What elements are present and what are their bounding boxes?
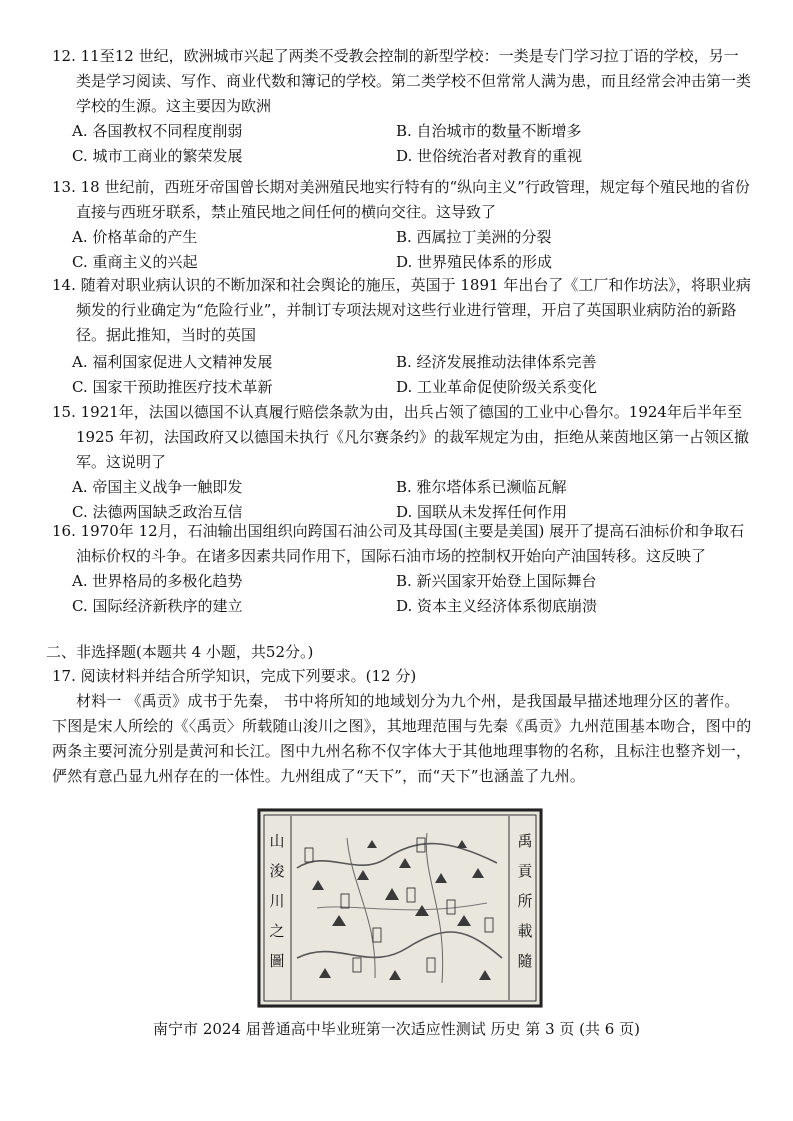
map-title-left-char: 川 (269, 892, 285, 910)
question-17-heading: 17. 阅读材料并结合所学知识，完成下列要求。(12 分) (52, 667, 417, 685)
map-title-right-char: 載 (517, 922, 533, 940)
question-stem: 16. 1970年 12月，石油输出国组织向跨国石油公司及其母国(主要是美国) 展开了提高石油标价和争取石油标价权的斗争。在诸多因素共同作用下，国际石油市场的控制权开始向产油国转移。这反映了 (52, 522, 745, 565)
options-grid (72, 350, 752, 400)
section-heading: 二、非选择题(本题共 4 小题，共52分。) (46, 643, 314, 661)
option-d: D. 国联从未发挥任何作用 (396, 503, 568, 521)
historical-map-image (257, 808, 543, 1008)
question-stem: 15. 1921年，法国以德国不认真履行赔偿条款为由，出兵占领了德国的工业中心鲁尔。1924年后半年至 1925 年初，法国政府又以德国未执行《凡尔赛条约》的裁军规定为由，拒绝从莱茵地区第一占领区撤军。这说明了 (52, 403, 749, 471)
map-title-right-char: 貢 (517, 862, 533, 880)
map-title-left-char: 山 (269, 832, 285, 850)
options-grid (72, 475, 752, 525)
option-c: C. 重商主义的兴起 (72, 253, 198, 271)
question-16 (52, 519, 752, 619)
options-grid (72, 119, 752, 169)
option-a: A. 世界格局的多极化趋势 (72, 572, 243, 590)
question-stem: 13. 18 世纪前，西班牙帝国曾长期对美洲殖民地实行特有的“纵向主义”行政管理，规定每个殖民地的省份直接与西班牙联系，禁止殖民地之间任何的横向交往。这导致了 (52, 178, 750, 221)
material-paragraph: 材料一 《禹贡》成书于先秦， 书中将所知的地域划分为九个州，是我国最早描述地理分区的著作。下图是宋人所绘的《〈禹贡〉所载随山浚川之图》，其地理范围与先秦《禹贡》九州范围基本吻合，图中的两条主要河流分别是黄河和长江。图中九州名称不仅字体大于其他地理事物的名称，且标注也整齐划一，俨然有意凸显九州存在的一体性。九州组成了“天下”，而“天下”也涵盖了九州。 (52, 692, 752, 785)
question-13 (52, 175, 752, 275)
option-a: A. 福利国家促进人文精神发展 (72, 353, 273, 371)
option-b: B. 雅尔塔体系已濒临瓦解 (396, 478, 567, 496)
question-14 (52, 273, 752, 400)
question-stem: 12. 11至12 世纪，欧洲城市兴起了两类不受教会控制的新型学校：一类是专门学习拉丁语的学校，另一类是学习阅读、写作、商业代数和簿记的学校。第二类学校不但常常人满为患，而且经常会冲击第一类学校的生源。这主要因为欧洲 (52, 47, 752, 115)
option-b: B. 经济发展推动法律体系完善 (396, 353, 597, 371)
option-c: C. 城市工商业的繁荣发展 (72, 147, 243, 165)
map-title-right-char: 所 (517, 892, 533, 910)
option-a: A. 帝国主义战争一触即发 (72, 478, 243, 496)
option-b: B. 新兴国家开始登上国际舞台 (396, 572, 597, 590)
map-title-left-char: 圖 (269, 952, 285, 970)
map-title-left-char: 之 (269, 922, 285, 940)
options-grid (72, 569, 752, 619)
option-b: B. 西属拉丁美洲的分裂 (396, 228, 552, 246)
option-d: D. 资本主义经济体系彻底崩溃 (396, 597, 598, 615)
option-b: B. 自治城市的数量不断增多 (396, 122, 582, 140)
map-title-right-char: 隨 (517, 952, 533, 970)
options-grid (72, 225, 752, 275)
map-title-right-char: 禹 (517, 832, 533, 850)
option-d: D. 世俗统治者对教育的重视 (396, 147, 583, 165)
option-a: A. 各国教权不同程度削弱 (72, 122, 243, 140)
question-12 (52, 44, 752, 169)
option-c: C. 法德两国缺乏政治互信 (72, 503, 243, 521)
option-d: D. 工业革命促使阶级关系变化 (396, 378, 598, 396)
map-background (257, 808, 543, 1008)
question-15 (52, 400, 752, 525)
option-d: D. 世界殖民体系的形成 (396, 253, 553, 271)
option-c: C. 国际经济新秩序的建立 (72, 597, 243, 615)
page-footer: 南宁市 2024 届普通高中毕业班第一次适应性测试 历史 第 3 页 (共 6 页) (153, 1020, 640, 1038)
question-stem: 14. 随着对职业病认识的不断加深和社会舆论的施压，英国于 1891 年出台了《工厂和作坊法》，将职业病频发的行业确定为“危险行业”，并制订专项法规对这些行业进行管理，开启了英国职业病防治的新路径。据此推知，当时的英国 (52, 276, 751, 344)
option-a: A. 价格革命的产生 (72, 228, 198, 246)
map-title-left-char: 浚 (269, 862, 285, 880)
option-c: C. 国家干预助推医疗技术革新 (72, 378, 273, 396)
